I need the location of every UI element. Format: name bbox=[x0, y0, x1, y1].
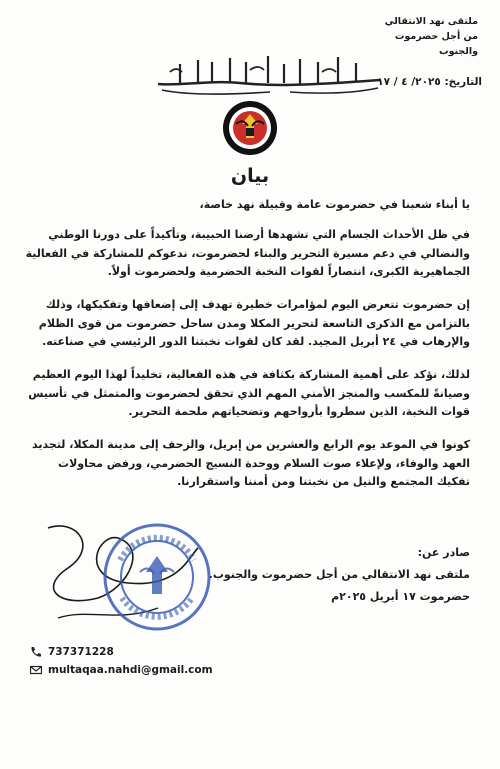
official-seal-stamp bbox=[100, 520, 215, 635]
text-line: يا أبناء شعبنا في حضرموت عامة وقبيلة نهد خاصة، bbox=[199, 198, 470, 211]
issuer-name: ملتقى نهد الانتقالي من أجل حضرموت والجنوب. bbox=[208, 568, 470, 581]
text-line: والإرهاب في ٢٤ أبريل المجيد. لقد كان لقوات نخبتنا الدور الرئيسي في صناعته. bbox=[42, 335, 470, 348]
date-line bbox=[272, 76, 482, 88]
basmala-calligraphy bbox=[150, 50, 390, 98]
text-line: إن حضرموت تتعرض اليوم لمؤامرات خطيرة تهدف إلى إضعافها وتفكيكها، وذلك bbox=[45, 298, 470, 311]
phone-contact bbox=[30, 646, 114, 658]
issue-place-date: حضرموت ١٧ أبريل ٢٠٢٥م bbox=[331, 590, 470, 603]
text-line: والنضالي في دعم مسيرة التحرير والبناء لحضرموت، ندعوكم للمشاركة في الفعالية bbox=[25, 246, 470, 260]
text-line: لذلك، نؤكد على أهمية المشاركة بكثافة في هذه الفعالية، تخليداً لهذا اليوم العظيم bbox=[32, 368, 470, 381]
date-label: التاريخ: bbox=[444, 76, 482, 88]
text-line: العهد والوفاء، ولإعلاء صوت السلام ووحدة النسيج الحضرمي، ورفض محاولات bbox=[58, 456, 470, 470]
body-paragraph-4 bbox=[25, 436, 470, 492]
salutation-paragraph bbox=[25, 196, 470, 215]
issued-from-label: صادر عن: bbox=[417, 546, 470, 559]
text-line: الجماهيرية الكبرى، انتصاراً لقوات النخبة الحضرمية ولحضرموت أولاً. bbox=[107, 265, 470, 278]
body-paragraph-2 bbox=[25, 296, 470, 352]
text-line: في ظل الأحداث الجسام التي تشهدها أرضنا الحبيبة، وتأكيداً على دورنا الوطني bbox=[48, 228, 470, 241]
envelope-icon bbox=[30, 664, 42, 676]
org-line-2: من أجل حضرموت والجنوب bbox=[394, 31, 478, 57]
text-line: تفكيك المجتمع والنيل من نخبتنا ومن أمننا واستقرارنا. bbox=[177, 475, 470, 488]
eagle-emblem-logo bbox=[214, 98, 286, 158]
body-paragraph-1 bbox=[25, 226, 470, 282]
text-line: وصيانةً للمكسب والمنجز الأمني المهم الذي تحقق لحضرموت والمتمثل في تأسيس bbox=[28, 386, 470, 400]
text-line: قوات النخبة، الذين سطروا بأرواحهم وتضحياتهم ملحمة التحرير. bbox=[128, 405, 470, 418]
email-address[interactable]: multaqaa.nahdi@gmail.com bbox=[48, 664, 213, 676]
phone-number: 737371228 bbox=[48, 646, 114, 658]
date-value: ٢٠٢٥/ ٤ / ١٧ bbox=[377, 76, 441, 88]
document-title: بيان bbox=[230, 165, 270, 187]
text-line: كونوا في الموعد يوم الرابع والعشرين من إبريل، والزحف إلى مدينة المكلا، لتجديد bbox=[32, 438, 470, 451]
email-contact bbox=[30, 664, 213, 676]
text-line: بالتزامن مع الذكرى التاسعة لتحرير المكلا ومدن ساحل حضرموت من قوى الظلام bbox=[38, 316, 470, 330]
body-paragraph-3 bbox=[25, 366, 470, 422]
phone-icon bbox=[30, 646, 42, 658]
org-line-1: ملتقى نهد الانتقالي bbox=[384, 16, 478, 27]
